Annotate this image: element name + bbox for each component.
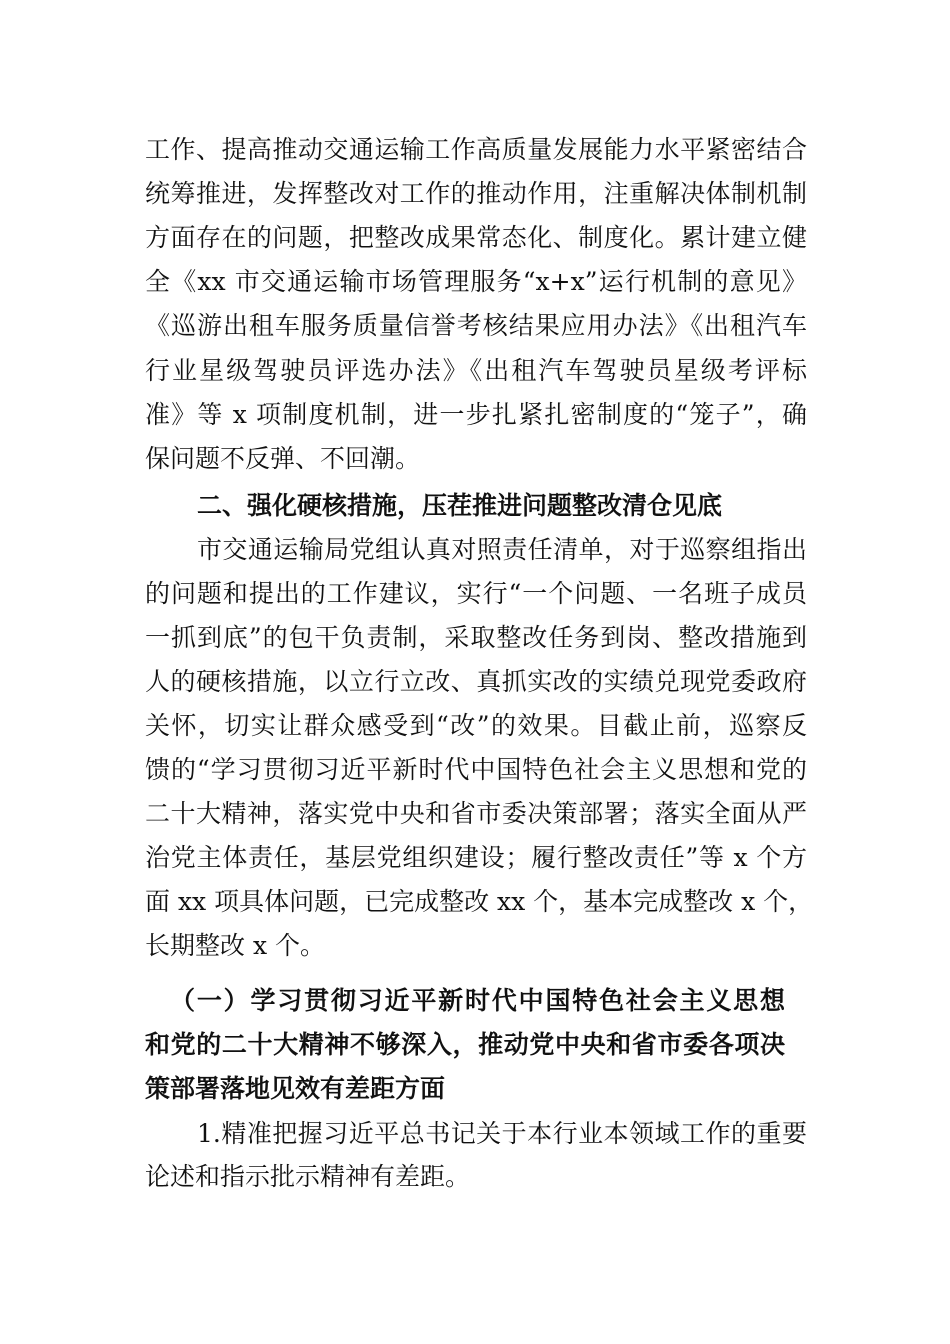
- text-line: 准》等 x 项制度机制，进一步扎紧扎密制度的“笼子”，确: [145, 400, 807, 429]
- text-line: 人的硬核措施，以立行立改、真抓实改的实绩兑现党委政府: [145, 667, 807, 696]
- text-line: 二十大精神，落实党中央和省市委决策部署；落实全面从严: [145, 799, 807, 828]
- text-line: 统筹推进，发挥整改对工作的推动作用，注重解决体制机制: [145, 179, 807, 208]
- text-line: 长期整改 x 个。: [145, 931, 325, 960]
- text-line: 全《xx 市交通运输市场管理服务“x+x”运行机制的意见》: [145, 267, 807, 296]
- text-line: 《巡游出租车服务质量信誉考核结果应用办法》《出租汽车: [145, 311, 807, 340]
- text-line: 馈的“学习贯彻习近平新时代中国特色社会主义思想和党的: [145, 755, 807, 784]
- text-line: 关怀，切实让群众感受到“改”的效果。目截止前，巡察反: [145, 711, 807, 740]
- text-line: 行业星级驾驶员评选办法》《出租汽车驾驶员星级考评标: [145, 356, 807, 385]
- text-line: 策部署落地见效有差距方面: [145, 1074, 446, 1103]
- text-line: 和党的二十大精神不够深入，推动党中央和省市委各项决: [145, 1030, 785, 1059]
- text-line: 工作、提高推动交通运输工作高质量发展能力水平紧密结合: [145, 135, 807, 164]
- text-line: 1.精准把握习近平总书记关于本行业本领域工作的重要: [197, 1119, 807, 1148]
- text-line: 一抓到底”的包干负责制，采取整改任务到岗、整改措施到: [145, 623, 807, 652]
- text-line: 治党主体责任，基层党组织建设；履行整改责任”等 x 个方: [145, 843, 807, 872]
- text-line: 方面存在的问题，把整改成果常态化、制度化。累计建立健: [145, 223, 807, 252]
- text-line: 面 xx 项具体问题，已完成整改 xx 个，基本完成整改 x 个，: [145, 887, 814, 916]
- section-heading: 二、强化硬核措施，压茬推进问题整改清仓见底: [197, 491, 723, 520]
- text-line: 的问题和提出的工作建议，实行“一个问题、一名班子成员: [145, 579, 807, 608]
- text-line: （一）学习贯彻习近平新时代中国特色社会主义思想: [170, 986, 785, 1015]
- text-line: 论述和指示批示精神有差距。: [145, 1162, 471, 1191]
- text-line: 保问题不反弹、不回潮。: [145, 444, 421, 473]
- text-line: 市交通运输局党组认真对照责任清单，对于巡察组指出: [197, 535, 807, 564]
